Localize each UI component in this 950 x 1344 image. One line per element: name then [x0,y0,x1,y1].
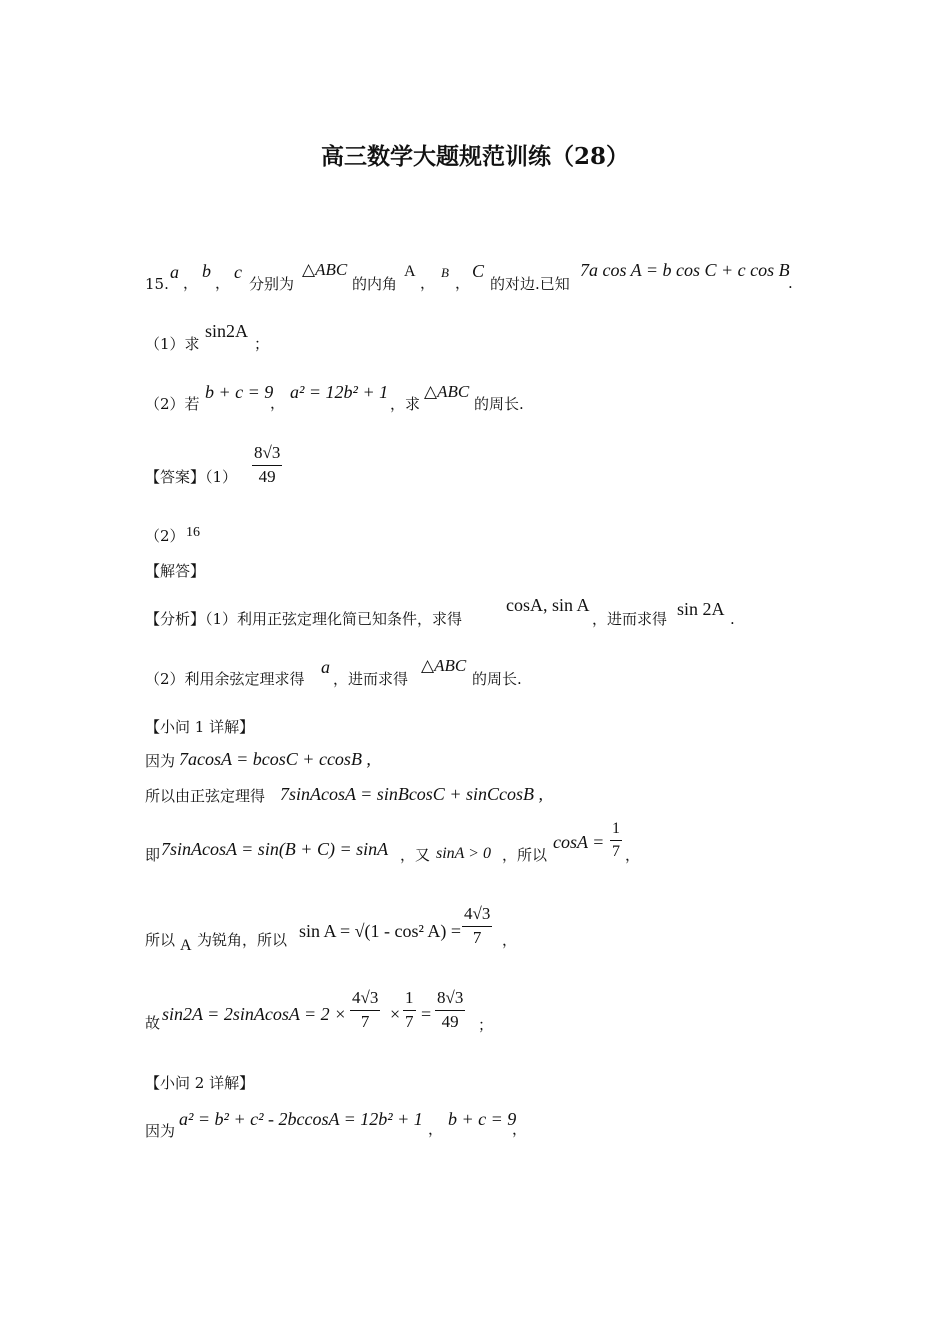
q1-expression: sin2A [205,321,249,341]
q2-triangle: △ABC [424,382,470,401]
s1-line4-fraction: $\frac{4√3}{7}$ [464,904,491,947]
document-page: 高三数学大题规范训练（28） 15. a ， b ， c 分别为 △ABC 的内角 A ， B ， C 的对边.已知 7a cos A = b cos C + c cos B . （1）求 sin2A ； （2）若 b + c = 9 ， a² = 12b² + 1 ，求 △ABC 的周长. 【答案】（1） $\frac{8√3}{49}$ （2） 16 【解答】 【分析】（1）利用正弦定理化简已知条件，求得 cosA, sin A ，进而求得 sin 2A . （2）利用余弦定理求得 a ，进而求得 △ABC 的周长. 【小问 1 详解】 因为 7acosA = bcosC + ccosB , 所以由正弦定理得 7sinAcosA = sinBcosC + sinCcosB , 即 7sinAcosA = sin(B + C) = sinA ，又 sinA > 0 ，所以 cosA = $\frac{1}{7}$ ， 所以 A 为锐角，所以 sin A = √(1 - cos² A) = $\frac{4√3}{7}$ ， 故 sin2A = 2sinAcosA = 2 × $\frac{4√3}{7}$ × $\frac{1}{7}$ = $\frac{8√3}{49}$ ； 【小问 2 详解】 因为 a² = b² + c² - 2bccosA = 12b² + 1 ， b + c = 9 ， [0,0,950,1344]
var-c: c [234,262,242,282]
angle-b: B [441,265,449,280]
s1-line5-fraction-3: $\frac{8√3}{49}$ [437,988,464,1031]
q1-label: （1）求 [145,335,200,353]
triangle-abc: △ABC [302,260,348,279]
s1-line4-expr: sin A = √(1 - cos² A) = [299,921,462,941]
angle-c: C [472,261,485,281]
analysis-expr-1: cosA, sin A [506,595,590,615]
s2-line1-expr: a² = b² + c² - 2bccosA = 12b² + 1 [179,1109,423,1129]
s1-line2-expr: 7sinAcosA = sinBcosC + sinCcosB , [280,784,543,804]
s1-line5-expr: sin2A = 2sinAcosA = 2 × [162,1004,347,1024]
q2-label: （2）若 [145,395,200,413]
answer-2-value: 16 [186,525,200,540]
q2-condition-1: b + c = 9 [205,382,274,402]
problem-number: 15. [145,275,169,293]
s1-line1-expr: 7acosA = bcosC + ccosB , [179,749,371,769]
answer-1-fraction: $\frac{8√3}{49}$ [254,443,281,486]
var-a: a [170,262,179,282]
s2-line1-expr2: b + c = 9 [448,1109,517,1129]
analysis-var-a: a [321,657,330,677]
page-title: 高三数学大题规范训练（28） [320,143,629,170]
s1-line3-fraction: $\frac{1}{7}$ [612,820,620,860]
given-equation: 7a cos A = b cos C + c cos B [580,260,790,280]
text-opposite: 的对边.已知 [490,275,570,293]
text-sides: 分别为 [249,275,295,293]
sub1-label: 【小问 1 详解】 [145,718,255,736]
s1-line3-expr: 7sinAcosA = sin(B + C) = sinA [161,839,389,859]
angle-a: A [404,263,416,280]
text-angles: 的内角 [352,275,398,293]
answer-2-label: （2） [145,527,185,545]
var-b: b [202,261,211,281]
s1-line5-fraction-2: $\frac{1}{7}$ [405,988,414,1031]
s1-line5-fraction-1: $\frac{4√3}{7}$ [352,988,379,1031]
sub2-label: 【小问 2 详解】 [145,1074,255,1092]
answer-label: 【答案】（1） [145,468,238,486]
q2-condition-2: a² = 12b² + 1 [290,382,389,402]
solution-label: 【解答】 [145,562,206,580]
s1-line4-var: A [180,937,192,954]
analysis-expr-2: sin 2A [677,599,725,619]
